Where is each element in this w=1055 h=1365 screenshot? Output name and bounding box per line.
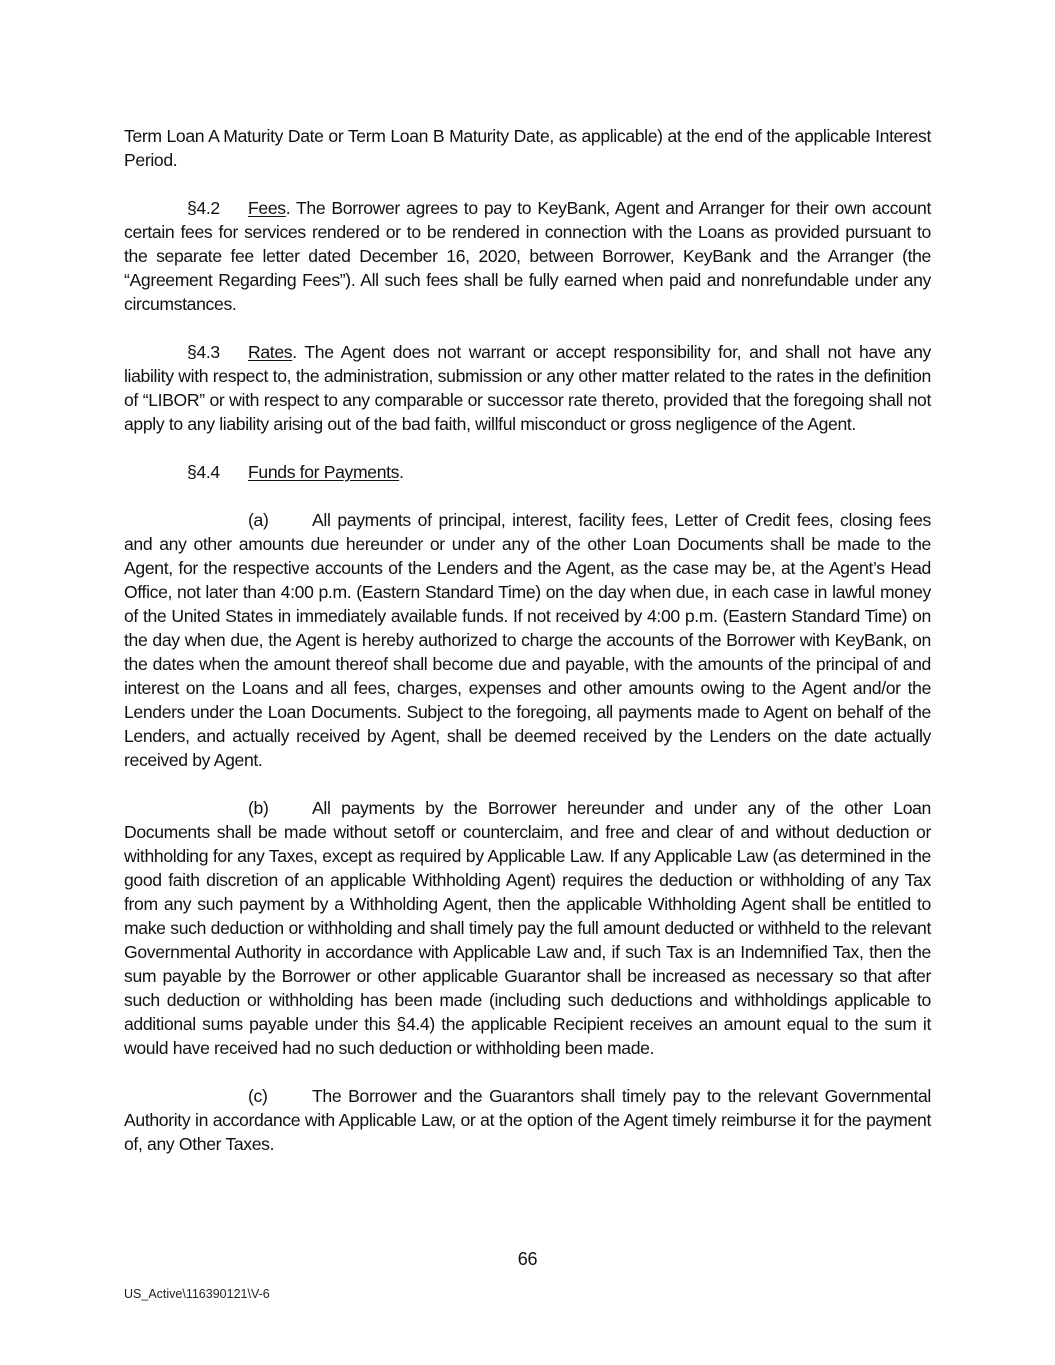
section-heading: Funds for Payments (248, 462, 400, 482)
section-heading: Rates (248, 342, 293, 362)
section-4-2-fees (124, 196, 931, 316)
subsection-label: (b) (248, 798, 269, 818)
section-body: . The Borrower agrees to pay to KeyBank, Agent and Arranger for their own account certain fees for services rendered or to be rendered in connection with the Loans as provided pursuant to the separate fee letter dated December 16, 2020, between Borrower, KeyBank and the Arranger (the “Agreement Regarding Fees”). All such fees shall be fully earned when paid and nonrefundable under any circumstances. (124, 198, 931, 314)
section-4-3-rates (124, 340, 931, 436)
section-number: §4.4 (187, 462, 220, 482)
subsection-label: (c) (248, 1086, 268, 1106)
section-body: . The Agent does not warrant or accept responsibility for, and shall not have any liability with respect to, the administration, submission or any other matter related to the rates in the definition of “LIBOR” or with respect to any comparable or successor rate thereto, provided that the foregoing shall not apply to any liability arising out of the bad faith, willful misconduct or gross negligence of the Agent. (124, 342, 931, 434)
subsection-b (124, 796, 931, 1060)
intro-paragraph: Term Loan A Maturity Date or Term Loan B Maturity Date, as applicable) at the end of the applicable Interest Period. (124, 126, 931, 170)
subsection-body: The Borrower and the Guarantors shall timely pay to the relevant Governmental Authority in accordance with Applicable Law, or at the option of the Agent timely reimburse it for the payment of, any Other Taxes. (124, 1086, 931, 1154)
section-4-4-funds-for-payments (124, 460, 931, 484)
subsection-c (124, 1084, 931, 1156)
document-id: US_Active\116390121\V-6 (124, 1287, 270, 1301)
subsection-a (124, 508, 931, 772)
section-number: §4.3 (187, 342, 220, 362)
subsection-body: All payments by the Borrower hereunder and under any of the other Loan Documents shall be made without setoff or counterclaim, and free and clear of and without deduction or withholding for any Taxes, except as required by Applicable Law. If any Applicable Law (as determined in the good faith discretion of an applicable Withholding Agent) requires the deduction or withholding of any Tax from any such payment by a Withholding Agent, then the applicable Withholding Agent shall be entitled to make such deduction or withholding and shall timely pay the full amount deducted or withheld to the relevant Governmental Authority in accordance with Applicable Law and, if such Tax is an Indemnified Tax, then the sum payable by the Borrower or other applicable Guarantor shall be increased as necessary so that after such deduction or withholding has been made (including such deductions and withholdings applicable to additional sums payable under this §4.4) the applicable Recipient receives an amount equal to the sum it would have received had no such deduction or withholding been made. (124, 798, 931, 1058)
document-page (124, 124, 931, 1180)
subsection-body: All payments of principal, interest, facility fees, Letter of Credit fees, closing fees and any other amounts due hereunder or under any of the other Loan Documents shall be made to the Agent, for the respective accounts of the Lenders and the Agent, as the case may be, at the Agent’s Head Office, not later than 4:00 p.m. (Eastern Standard Time) on the day when due, in each case in lawful money of the United States in immediately available funds. If not received by 4:00 p.m. (Eastern Standard Time) on the day when due, the Agent is hereby authorized to charge the accounts of the Borrower with KeyBank, on the dates when the amount thereof shall become due and payable, with the amounts of the principal of and interest on the Loans and all fees, charges, expenses and other amounts owing to the Agent and/or the Lenders under the Loan Documents. Subject to the foregoing, all payments made to Agent on behalf of the Lenders, and actually received by Agent, shall be deemed received by the Lenders on the date actually received by Agent. (124, 510, 931, 770)
section-number: §4.2 (187, 198, 220, 218)
section-heading: Fees (248, 198, 286, 218)
subsection-label: (a) (248, 510, 269, 530)
page-number: 66 (517, 1249, 538, 1269)
section-body: . (399, 462, 404, 482)
